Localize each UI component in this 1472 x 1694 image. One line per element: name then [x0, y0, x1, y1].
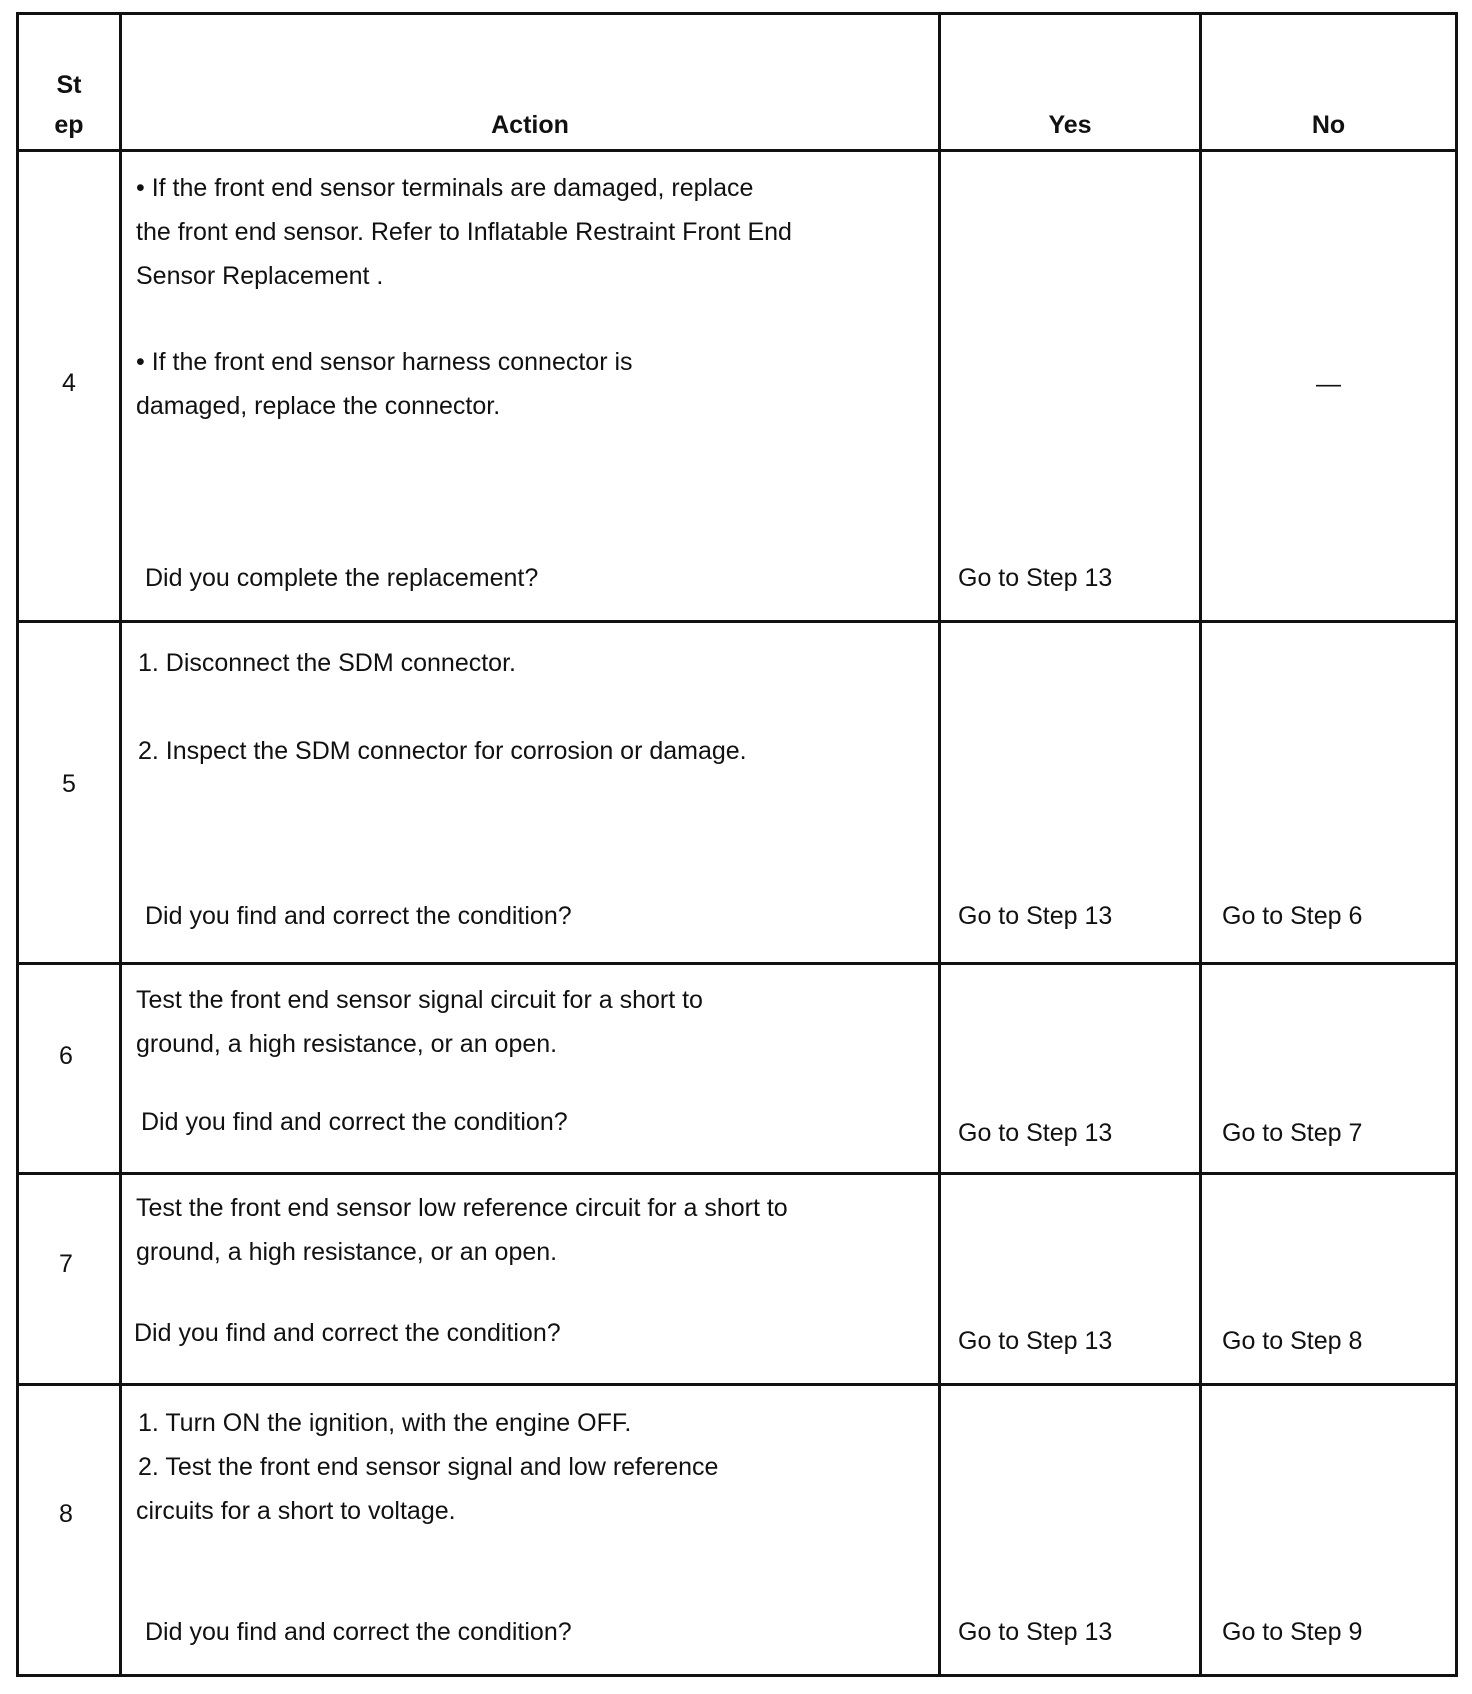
action-question: Did you find and correct the condition? — [134, 1319, 561, 1347]
row-divider — [16, 1172, 1458, 1175]
diagnostic-table — [16, 12, 1458, 1677]
step-number: 5 — [62, 770, 76, 798]
action-line: Sensor Replacement . — [136, 262, 384, 290]
header-step-line2: ep — [54, 111, 84, 139]
action-line: 1. Turn ON the ignition, with the engine OFF. — [138, 1409, 632, 1437]
action-line: Test the front end sensor signal circuit for a short to — [136, 986, 703, 1014]
header-yes: Yes — [1048, 111, 1092, 139]
action-line: ground, a high resistance, or an open. — [136, 1030, 558, 1058]
yes-result: Go to Step 13 — [958, 564, 1113, 592]
step-number: 7 — [59, 1250, 73, 1278]
action-line: ground, a high resistance, or an open. — [136, 1238, 558, 1266]
action-line: Test the front end sensor low reference circuit for a short to — [136, 1194, 788, 1222]
action-line: damaged, replace the connector. — [136, 392, 501, 420]
action-line: the front end sensor. Refer to Inflatable Restraint Front End — [136, 218, 792, 246]
column-divider — [1199, 12, 1202, 1677]
action-line: 2. Inspect the SDM connector for corrosion or damage. — [138, 737, 747, 765]
action-question: Did you find and correct the condition? — [145, 902, 572, 930]
header-step-line1: St — [56, 71, 82, 99]
no-result: Go to Step 7 — [1222, 1119, 1363, 1147]
no-result: Go to Step 8 — [1222, 1327, 1363, 1355]
yes-result: Go to Step 13 — [958, 1618, 1113, 1646]
step-number: 6 — [59, 1042, 73, 1070]
step-number: 8 — [59, 1500, 73, 1528]
yes-result: Go to Step 13 — [958, 902, 1113, 930]
table-border-bottom — [16, 1674, 1458, 1677]
action-question: Did you find and correct the condition? — [141, 1108, 568, 1136]
action-line: circuits for a short to voltage. — [136, 1497, 456, 1525]
column-divider — [119, 12, 122, 1677]
no-result: Go to Step 9 — [1222, 1618, 1363, 1646]
action-question: Did you complete the replacement? — [145, 564, 539, 592]
table-border-top — [16, 12, 1458, 15]
yes-result: Go to Step 13 — [958, 1119, 1113, 1147]
row-divider — [16, 1383, 1458, 1386]
yes-result: Go to Step 13 — [958, 1327, 1113, 1355]
row-divider — [16, 962, 1458, 965]
no-result: Go to Step 6 — [1222, 902, 1363, 930]
header-no: No — [1311, 111, 1346, 139]
action-line: • If the front end sensor terminals are damaged, replace — [136, 174, 754, 202]
no-result: — — [1316, 370, 1341, 398]
table-border-left — [16, 12, 19, 1677]
header-action: Action — [491, 111, 569, 139]
action-line: • If the front end sensor harness connector is — [136, 348, 633, 376]
column-divider — [938, 12, 941, 1677]
action-line: 2. Test the front end sensor signal and low reference — [138, 1453, 719, 1481]
action-question: Did you find and correct the condition? — [145, 1618, 572, 1646]
header-divider — [16, 149, 1458, 152]
table-border-right — [1455, 12, 1458, 1677]
action-line: 1. Disconnect the SDM connector. — [138, 649, 516, 677]
row-divider — [16, 620, 1458, 623]
step-number: 4 — [62, 369, 76, 397]
